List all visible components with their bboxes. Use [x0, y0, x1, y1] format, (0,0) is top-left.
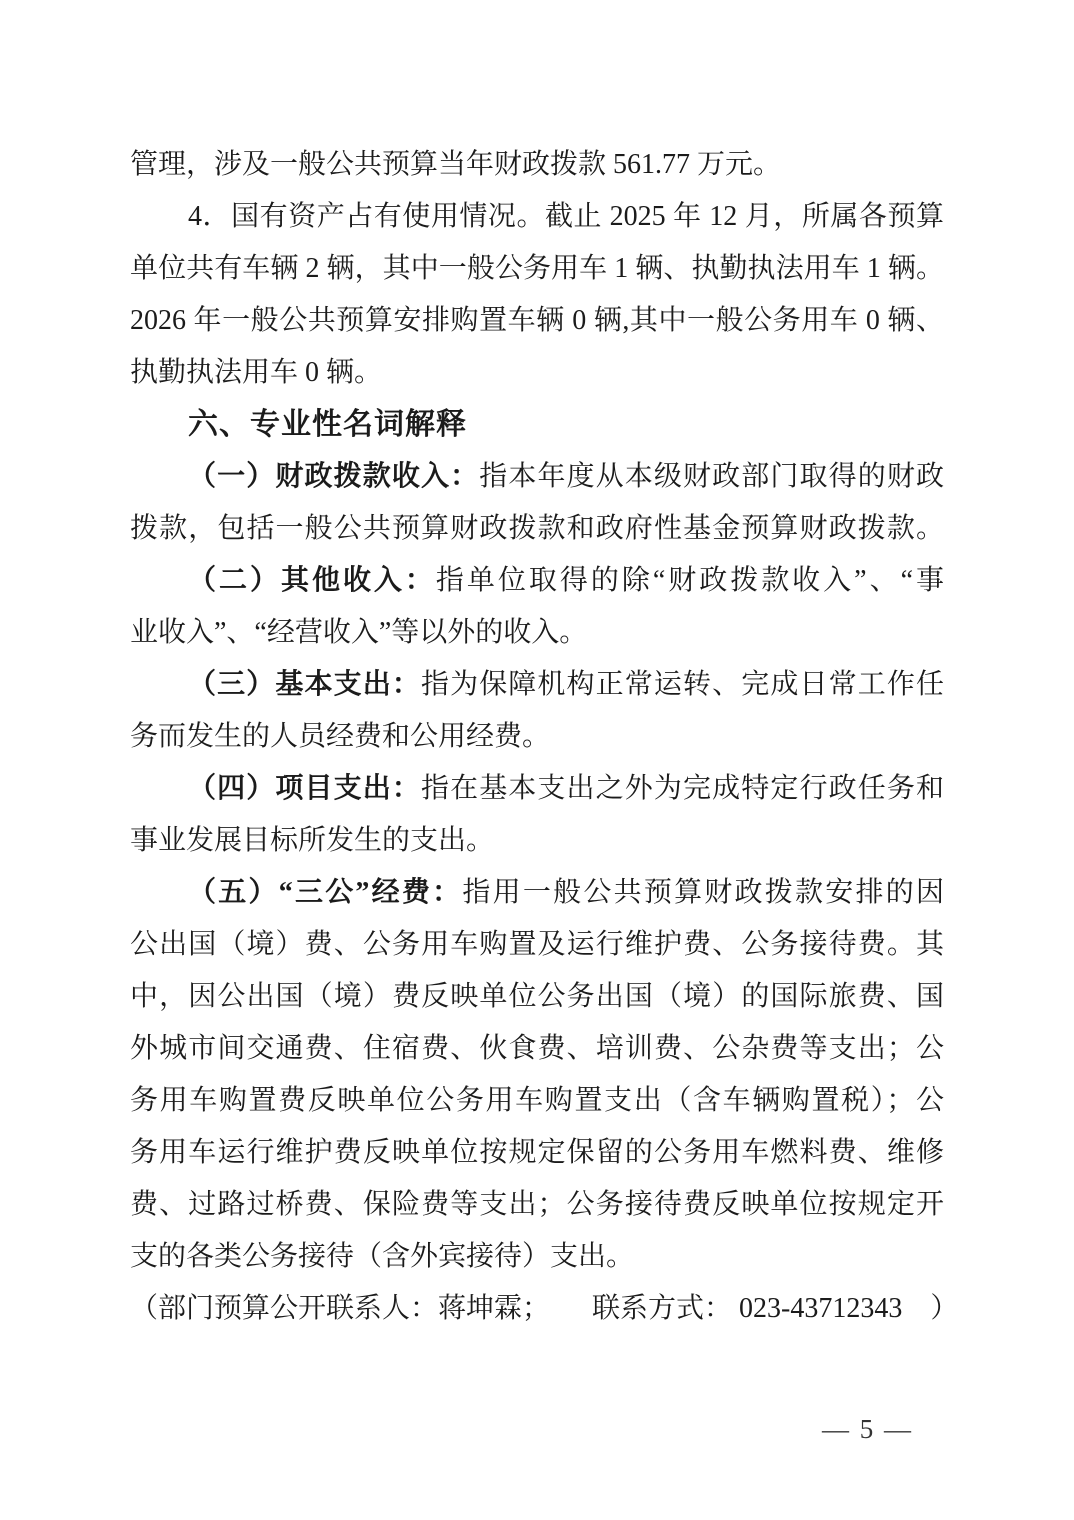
line-text: 管理，涉及一般公共预算当年财政拨款 561.77 万元。 [130, 149, 782, 180]
text-line [130, 607, 944, 659]
line-text: 4．国有资产占有使用情况。截止 2025 年 12 月，所属各预算 [188, 201, 944, 232]
line-text: 务用车运行维护费反映单位按规定保留的公务用车燃料费、维修 [130, 1137, 944, 1168]
text-line [130, 711, 944, 763]
line-text: 公出国（境）费、公务用车购置及运行维护费、公务接待费。其 [130, 929, 944, 960]
line-text: 业收入”、“经营收入”等以外的收入。 [130, 617, 588, 648]
text-line [130, 243, 944, 295]
line-text: 支的各类公务接待（含外宾接待）支出。 [130, 1241, 635, 1272]
section-heading-text: 六、专业性名词解释 [188, 408, 467, 441]
line-text: 指在基本支出之外为完成特定行政任务和 [420, 773, 944, 804]
text-line [130, 139, 944, 191]
term-label: （四）项目支出： [188, 773, 421, 804]
text-line [130, 1231, 944, 1283]
text-line [130, 347, 944, 399]
text-line [130, 763, 944, 815]
contact-line [130, 1283, 959, 1335]
line-text: 务用车购置费反映单位公务用车购置支出（含车辆购置税）；公 [130, 1085, 944, 1116]
line-text: 务而发生的人员经费和公用经费。 [130, 721, 551, 752]
term-label: （二）其他收入： [188, 565, 436, 596]
line-text: 执勤执法用车 0 辆。 [130, 357, 383, 388]
text-line [130, 451, 944, 503]
term-label: （五）“三公”经费： [188, 877, 463, 908]
text-line [130, 919, 944, 971]
line-text: 单位共有车辆 2 辆，其中一般公务用车 1 辆、执勤执法用车 1 辆。 [130, 253, 944, 284]
text-line [130, 1023, 944, 1075]
text-line [130, 1075, 944, 1127]
line-text: 指单位取得的除“财政拨款收入”、“事 [435, 565, 944, 596]
line-text: 拨款，包括一般公共预算财政拨款和政府性基金预算财政拨款。 [130, 513, 944, 544]
line-text: 事业发展目标所发生的支出。 [130, 825, 495, 856]
page-number: — 5 — [822, 1414, 913, 1444]
text-line [130, 659, 944, 711]
contact-text: （部门预算公开联系人：蒋坤霖； 联系方式： 023-43712343 ） [130, 1293, 959, 1324]
line-text: 外城市间交通费、住宿费、伙食费、培训费、公杂费等支出；公 [130, 1033, 944, 1064]
text-line [130, 815, 944, 867]
text-line [130, 503, 944, 555]
text-line [130, 971, 944, 1023]
term-label: （一）财政拨款收入： [188, 461, 480, 492]
section-heading-vi [130, 399, 944, 451]
line-text: 指为保障机构正常运转、完成日常工作任 [420, 669, 944, 700]
text-line [130, 191, 944, 243]
line-text: 指本年度从本级财政部门取得的财政 [479, 461, 944, 492]
line-text: 费、过路过桥费、保险费等支出；公务接待费反映单位按规定开 [130, 1189, 944, 1220]
text-line [130, 295, 944, 347]
text-line [130, 1179, 944, 1231]
line-text: 中，因公出国（境）费反映单位公务出国（境）的国际旅费、国 [130, 981, 944, 1012]
line-text: 2026 年一般公共预算安排购置车辆 0 辆,其中一般公务用车 0 辆、 [130, 305, 944, 336]
text-line [130, 867, 944, 919]
line-text: 指用一般公共预算财政拨款安排的因 [462, 877, 944, 908]
text-line [130, 555, 944, 607]
term-label: （三）基本支出： [188, 669, 421, 700]
text-line [130, 1127, 944, 1179]
